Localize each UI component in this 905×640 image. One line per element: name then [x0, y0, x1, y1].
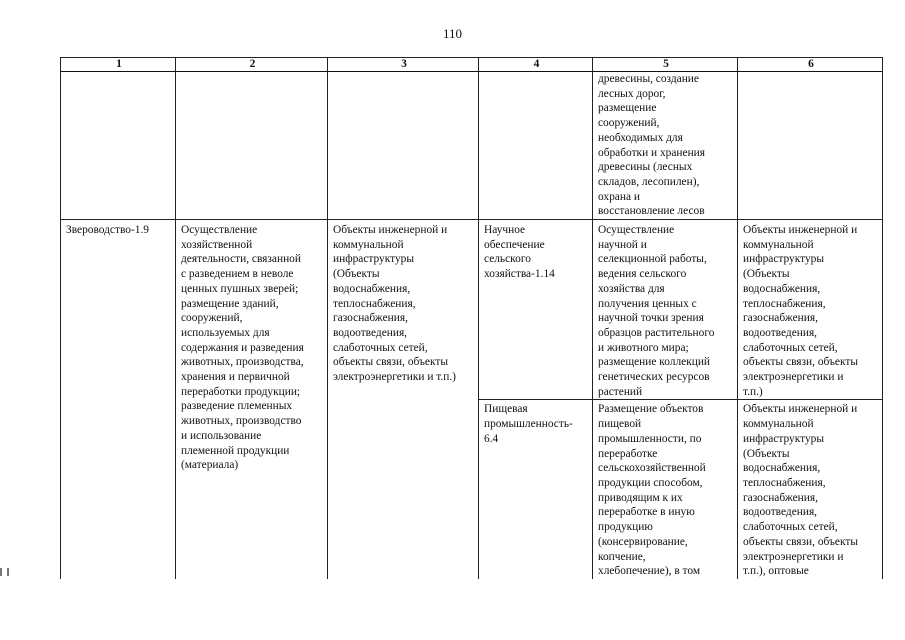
- conditional-auxiliary-cell: Объекты инженерной и коммунальной инфраструктуры (Объекты водоснабжения, теплоснабжения, газоснабжения, водоотведения, слаботочных сетей, объекты связи, объекты электроэнергетики и т.п.): [738, 220, 883, 400]
- land-use-table: [60, 57, 883, 579]
- table-cell: древесины, создание лесных дорог, размещение сооружений, необходимых для обработки и хранения древесины (лесных складов, лесопилен), охрана и восстановление лесов: [593, 72, 738, 220]
- auxiliary-use-cell: Объекты инженерной и коммунальной инфраструктуры (Объекты водоснабжения, теплоснабжения, газоснабжения, водоотведения, слаботочных сетей, объекты связи, объекты электроэнергетики и т.п.): [328, 220, 479, 579]
- table-cell: [61, 72, 176, 220]
- header-col-5: 5: [593, 58, 738, 72]
- conditional-use-cell: Научное обеспечение сельского хозяйства-1.14: [479, 220, 593, 400]
- table-row: [61, 220, 883, 400]
- header-col-4: 4: [479, 58, 593, 72]
- page-number: 110: [442, 26, 463, 41]
- description-cell: Осуществление хозяйственной деятельности, связанной с разведением в неволе ценных пушных зверей; размещение зданий, сооружений, используемых для содержания и разведения животных, производства, хранения и первичной переработки продукции; разведение племенных животных, производство и использование племенной продукции (материала): [176, 220, 328, 579]
- conditional-description-cell: Осуществление научной и селекционной работы, ведения сельского хозяйства для получения ценных с научной точки зрения образцов растительного и животного мира; размещение коллекций генетических ресурсов растений: [593, 220, 738, 400]
- table-cell: [479, 72, 593, 220]
- conditional-use-cell: Пищевая промышленность- 6.4: [479, 400, 593, 579]
- header-col-6: 6: [738, 58, 883, 72]
- conditional-description-cell: Размещение объектов пищевой промышленности, по переработке сельскохозяйственной продукции способом, приводящим к их переработке в иную продукцию (консервирование, копчение, хлебопечение), в том: [593, 400, 738, 579]
- header-col-2: 2: [176, 58, 328, 72]
- header-col-3: 3: [328, 58, 479, 72]
- header-row: [61, 58, 883, 72]
- conditional-auxiliary-cell: Объекты инженерной и коммунальной инфраструктуры (Объекты водоснабжения, теплоснабжения, газоснабжения, водоотведения, слаботочных сетей, объекты связи, объекты электроэнергетики и т.п.), оптовые: [738, 400, 883, 579]
- header-col-1: 1: [61, 58, 176, 72]
- table-row: [61, 72, 883, 220]
- table-cell: [328, 72, 479, 220]
- table-cell: [176, 72, 328, 220]
- table-cell: [738, 72, 883, 220]
- use-type-cell: Звероводство-1.9: [61, 220, 176, 579]
- scan-edge-mark: [0, 568, 9, 576]
